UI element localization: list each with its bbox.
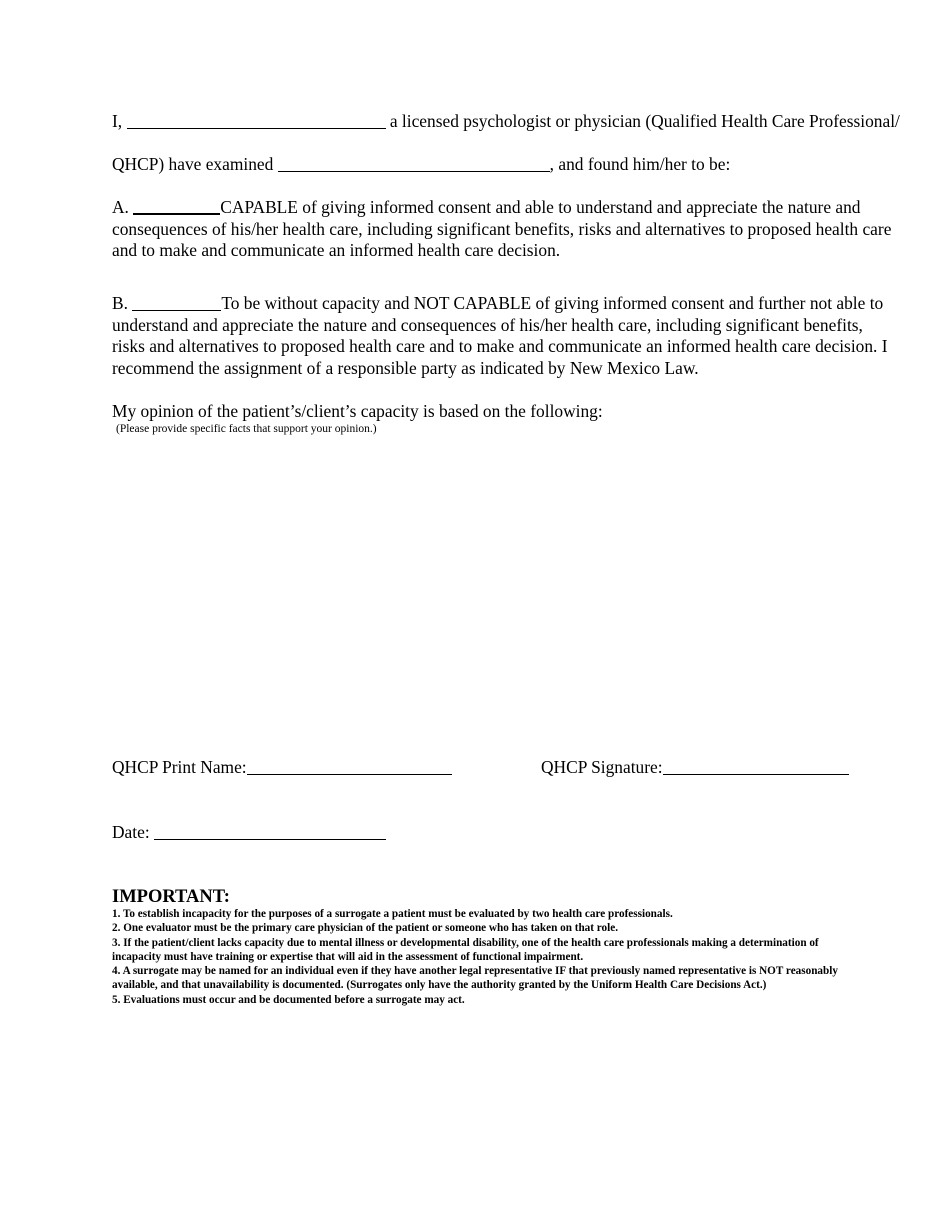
option-a-check-field[interactable] <box>133 197 220 215</box>
patient-name-field[interactable] <box>278 155 550 172</box>
option-a-text: CAPABLE of giving informed consent and able to understand and appreciate the nature and <box>220 197 861 217</box>
option-a-line: and to make and communicate an informed health care decision. <box>112 240 561 260</box>
important-item: 5. Evaluations must occur and be documented before a surrogate may act. <box>112 993 465 1006</box>
important-item: 3. If the patient/client lacks capacity due to mental illness or developmental disability, one of the health care professionals making a determination of <box>112 936 819 949</box>
opinion-writing-area[interactable] <box>112 440 948 740</box>
examined-prefix: QHCP) have examined <box>112 154 274 174</box>
important-item-continued: incapacity must have training or expertise that will aid in the assessment of functional impairment. <box>112 950 584 963</box>
important-item: 2. One evaluator must be the primary care physician of the patient or someone who has taken on that role. <box>112 922 619 935</box>
signature-row <box>541 757 849 779</box>
signature-field[interactable] <box>663 758 849 775</box>
print-name-field[interactable] <box>247 758 452 775</box>
opinion-note: (Please provide specific facts that support your opinion.) <box>116 423 377 435</box>
option-a-line <box>112 197 948 219</box>
date-label: Date: <box>112 822 150 842</box>
option-b-label: B. <box>112 293 128 313</box>
option-b-check-field[interactable] <box>132 294 221 311</box>
important-item: 4. A surrogate may be named for an individual even if they have another legal representative IF that previously named representative is NOT reasonably <box>112 965 838 978</box>
important-title: IMPORTANT: <box>112 887 230 907</box>
option-b-line: understand and appreciate the nature and consequences of his/her health care, including significant benefits, <box>112 314 863 335</box>
option-a-label: A. <box>112 197 129 217</box>
option-b-line: recommend the assignment of a responsible party as indicated by New Mexico Law. <box>112 357 699 378</box>
option-a <box>112 197 948 262</box>
date-field[interactable] <box>154 823 386 840</box>
important-item-continued: available, and that unavailability is documented. (Surrogates only have the authority granted by the Uniform Health Care Decisions Act.) <box>112 979 767 992</box>
opinion-heading: My opinion of the patient’s/client’s capacity is based on the following: <box>112 401 603 421</box>
statement-role-text: a licensed psychologist or physician (Qualified Health Care Professional/ <box>389 111 900 131</box>
option-b <box>112 293 948 379</box>
option-b-line: risks and alternatives to proposed health care and to make and communicate an informed health care decision. I <box>112 336 888 356</box>
statement-prefix: I, <box>112 111 123 131</box>
date-row <box>112 822 386 844</box>
examiner-name-field[interactable] <box>127 112 386 129</box>
important-item: 1. To establish incapacity for the purposes of a surrogate a patient must be evaluated by two health care professionals. <box>112 908 673 920</box>
signature-label: QHCP Signature: <box>541 757 663 777</box>
statement-line-2 <box>112 154 730 176</box>
option-a-line: consequences of his/her health care, including significant benefits, risks and alternatives to proposed health care <box>112 218 892 239</box>
option-b-line <box>112 293 948 315</box>
statement-line-1 <box>112 111 900 133</box>
print-name-label: QHCP Print Name: <box>112 757 247 777</box>
option-b-text: To be without capacity and NOT CAPABLE of giving informed consent and further not able to <box>221 293 884 313</box>
important-list <box>112 907 948 1007</box>
print-name-row <box>112 757 452 779</box>
examined-suffix: , and found him/her to be: <box>549 154 731 174</box>
